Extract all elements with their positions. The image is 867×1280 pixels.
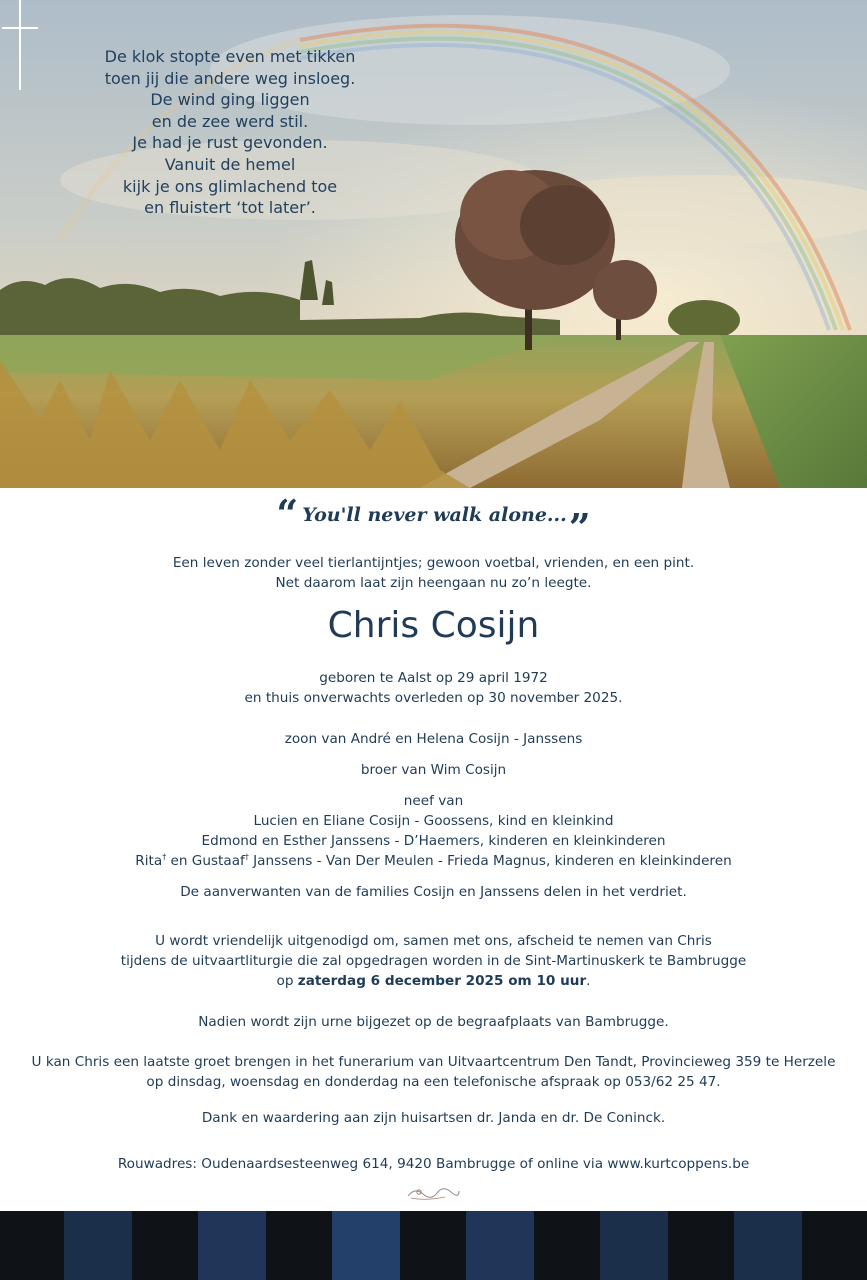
poem-line: en fluistert ‘tot later’. [144, 198, 316, 218]
service-line [0, 971, 867, 991]
mourning-address [0, 1154, 867, 1174]
visitation [0, 1052, 867, 1092]
son-of-text: zoon van André en Helena Cosijn - Janssens [284, 731, 583, 747]
funeral-home-signature-logo [405, 1183, 461, 1203]
poem-line: De klok stopte even met tikken [104, 47, 356, 66]
nephew-line: Edmond en Esther Janssens - D’Haemers, kinderen en kleinkinderen [201, 833, 666, 849]
nephew-line: Lucien en Eliane Cosijn - Goossens, kind en kleinkind [253, 813, 614, 829]
service-date: zaterdag 6 december 2025 om 10 uur [297, 973, 587, 989]
deceased-marker: † [162, 852, 167, 862]
life-dates [0, 668, 867, 708]
band-stripe [600, 1211, 668, 1280]
poem-line: Vanuit de hemel [164, 154, 296, 174]
relatives-text: De aanverwanten van de families Cosijn en Janssens delen in het verdriet. [180, 884, 687, 900]
burial [0, 1012, 867, 1032]
band-stripe [534, 1211, 600, 1280]
brother-of-text: broer van Wim Cosijn [360, 762, 507, 778]
service-date-prefix: op [276, 973, 298, 989]
intro-line: Net daarom laat zijn heengaan nu zo’n leegte. [275, 575, 592, 591]
service-invitation [0, 931, 867, 991]
band-stripe [802, 1211, 867, 1280]
nephew-rest: Janssens - Van Der Meulen - Frieda Magnus, kinderen en kleinkinderen [248, 853, 732, 869]
visitation-line: op dinsdag, woensdag en donderdag na een telefonische afspraak op 053/62 25 47. [146, 1074, 721, 1090]
poem-line: De wind ging liggen [150, 90, 310, 110]
service-date-suffix: . [586, 973, 591, 989]
band-stripe [466, 1211, 534, 1280]
nephew-label: neef van [403, 793, 464, 809]
death-line: en thuis onverwachts overleden op 30 november 2025. [244, 690, 623, 706]
relatives [0, 882, 867, 902]
thanks [0, 1108, 867, 1128]
close-quote-mark: ” [568, 505, 591, 550]
son-of [0, 729, 867, 749]
band-stripe [0, 1211, 64, 1280]
hero-landscape-photo [0, 0, 867, 488]
nephew-name: Rita [135, 853, 163, 869]
band-stripe [64, 1211, 132, 1280]
visitation-line: U kan Chris een laatste groet brengen in het funerarium van Uitvaartcentrum Den Tandt, Provincieweg 359 te Herzele [31, 1054, 836, 1070]
thanks-text: Dank en waardering aan zijn huisartsen dr. Janda en dr. De Coninck. [201, 1110, 666, 1126]
band-stripe [198, 1211, 266, 1280]
band-stripe [132, 1211, 198, 1280]
intro [0, 553, 867, 593]
poem-line: en de zee werd stil. [151, 111, 309, 131]
band-stripe [332, 1211, 400, 1280]
cross-icon [0, 0, 40, 90]
deceased-marker: † [244, 852, 249, 862]
service-line: tijdens de uitvaartliturgie die zal opgedragen worden in de Sint-Martinuskerk te Bambrugge [120, 953, 747, 969]
band-stripe [668, 1211, 734, 1280]
poem-line: kijk je ons glimlachend toe [122, 176, 338, 196]
quote-text: You'll never walk alone... [302, 504, 567, 526]
birth-line: geboren te Aalst op 29 april 1972 [319, 670, 548, 686]
intro-line: Een leven zonder veel tierlantijntjes; gewoon voetbal, vrienden, en een pint. [172, 555, 695, 571]
band-stripe [734, 1211, 802, 1280]
address-text: Rouwadres: Oudenaardsesteenweg 614, 9420 Bambrugge of online via www.kurtcoppens.be [117, 1156, 750, 1172]
poem-line: toen jij die andere weg insloeg. [104, 68, 356, 88]
brother-of [0, 760, 867, 780]
deceased-name: Chris Cosijn [327, 605, 540, 646]
open-quote-mark: “ [276, 491, 299, 536]
nephew-of [0, 791, 867, 871]
decorative-stripe-band [0, 1211, 867, 1280]
nephew-line [0, 851, 867, 871]
band-stripe [266, 1211, 332, 1280]
burial-text: Nadien wordt zijn urne bijgezet op de begraafplaats van Bambrugge. [198, 1014, 669, 1030]
quote [0, 491, 867, 550]
nephew-name: en Gustaaf [166, 853, 245, 869]
poem [60, 46, 400, 219]
band-stripe [400, 1211, 466, 1280]
service-line: U wordt vriendelijk uitgenodigd om, samen met ons, afscheid te nemen van Chris [155, 933, 712, 949]
poem-line: Je had je rust gevonden. [132, 133, 328, 153]
